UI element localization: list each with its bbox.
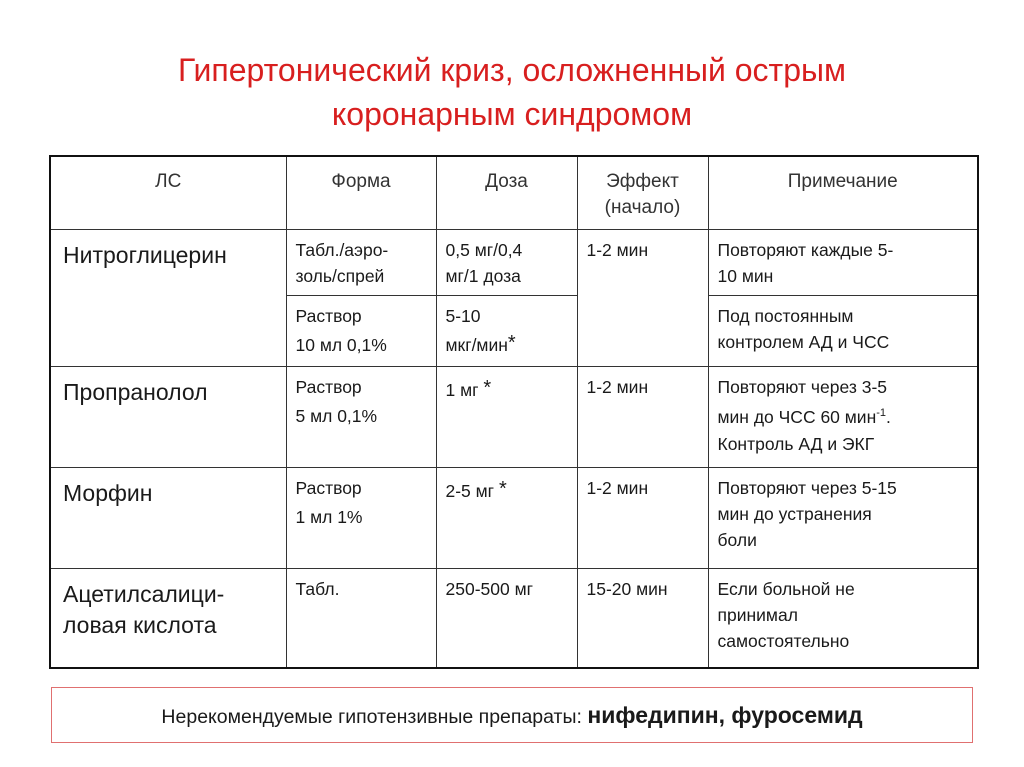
form-morphine xyxy=(286,467,436,568)
title-line-2: коронарным синдромом xyxy=(331,96,693,132)
not-recommended-drugs: нифедипин, фуросемид xyxy=(587,702,863,728)
drug-acetylsalicylic-acid xyxy=(50,568,286,668)
asterisk: * xyxy=(507,331,516,354)
note-line: Повторяют через 5-15 xyxy=(717,477,897,498)
note-line: мин до ЧСС 60 мин xyxy=(717,406,877,427)
header-effect-line2: (начало) xyxy=(604,197,681,218)
not-recommended-note xyxy=(51,687,973,743)
note-propranolol xyxy=(708,366,978,467)
header-drug: ЛС xyxy=(50,156,286,229)
note-line: боли xyxy=(717,529,757,550)
note-line: 10 мин xyxy=(717,265,774,286)
dose-nitroglycerin-2 xyxy=(436,295,577,366)
form-nitroglycerin-1 xyxy=(286,229,436,295)
note-line: контролем АД и ЧСС xyxy=(717,331,890,352)
note-line: Повторяют каждые 5- xyxy=(717,239,894,260)
effect-acetylsalicylic-acid: 15-20 мин xyxy=(577,568,708,668)
dose-morphine xyxy=(436,467,577,568)
dose-line: мг/1 доза xyxy=(445,265,521,286)
dose-propranolol xyxy=(436,366,577,467)
form-acetylsalicylic-acid: Табл. xyxy=(286,568,436,668)
form-line: Раствор xyxy=(295,376,362,397)
drug-nitroglycerin: Нитроглицерин xyxy=(50,229,286,366)
table-row-nitroglycerin-1 xyxy=(50,229,978,295)
note-line-end: . xyxy=(886,406,891,427)
effect-propranolol: 1-2 мин xyxy=(577,366,708,467)
note-line: принимал xyxy=(717,604,798,625)
note-line: мин до устранения xyxy=(717,503,872,524)
dose-value: 2-5 мг xyxy=(445,480,499,501)
note-line: Если больной не xyxy=(717,578,855,599)
form-line: 10 мл 0,1% xyxy=(295,334,387,355)
asterisk: * xyxy=(483,376,492,399)
dose-line: мкг/мин xyxy=(445,334,508,355)
dose-acetylsalicylic-acid: 250-500 мг xyxy=(436,568,577,668)
form-propranolol xyxy=(286,366,436,467)
note-acetylsalicylic-acid xyxy=(708,568,978,668)
dose-line: 0,5 мг/0,4 xyxy=(445,239,523,260)
form-line: Раствор xyxy=(295,477,362,498)
note-line: Контроль АД и ЭКГ xyxy=(717,434,875,455)
dose-line: 5-10 xyxy=(445,305,481,326)
table-row-morphine xyxy=(50,467,978,568)
form-line: золь/спрей xyxy=(295,265,385,286)
form-nitroglycerin-2 xyxy=(286,295,436,366)
form-line: Табл./аэро- xyxy=(295,239,389,260)
header-row xyxy=(50,156,978,229)
note-prefix: Нерекомендуемые гипотензивные препараты: xyxy=(161,706,588,728)
note-nitroglycerin-2 xyxy=(708,295,978,366)
note-morphine xyxy=(708,467,978,568)
header-form: Форма xyxy=(286,156,436,229)
form-line: Раствор xyxy=(295,305,362,326)
header-dose: Доза xyxy=(436,156,577,229)
table-row-propranolol xyxy=(50,366,978,467)
note-line: самостоятельно xyxy=(717,630,850,651)
header-note: Примечание xyxy=(708,156,978,229)
drug-table xyxy=(49,155,979,669)
drug-propranolol: Пропранолол xyxy=(50,366,286,467)
form-line: 1 мл 1% xyxy=(295,506,363,527)
table-row-acetylsalicylic-acid xyxy=(50,568,978,668)
slide-title xyxy=(0,48,1024,136)
dose-value: 1 мг xyxy=(445,379,484,400)
drug-line: Ацетилсалици- xyxy=(63,580,225,607)
drug-morphine: Морфин xyxy=(50,467,286,568)
effect-nitroglycerin: 1-2 мин xyxy=(577,229,708,366)
note-line: Повторяют через 3-5 xyxy=(717,376,888,397)
note-line: Под постоянным xyxy=(717,305,854,326)
form-line: 5 мл 0,1% xyxy=(295,405,378,426)
drug-line: ловая кислота xyxy=(63,611,217,638)
effect-morphine: 1-2 мин xyxy=(577,467,708,568)
dose-nitroglycerin-1 xyxy=(436,229,577,295)
note-nitroglycerin-1 xyxy=(708,229,978,295)
note-superscript: -1 xyxy=(876,406,887,419)
header-effect xyxy=(577,156,708,229)
asterisk: * xyxy=(498,477,507,500)
header-effect-line1: Эффект xyxy=(606,171,679,192)
title-line-1: Гипертонический криз, осложненный острым xyxy=(178,52,846,88)
